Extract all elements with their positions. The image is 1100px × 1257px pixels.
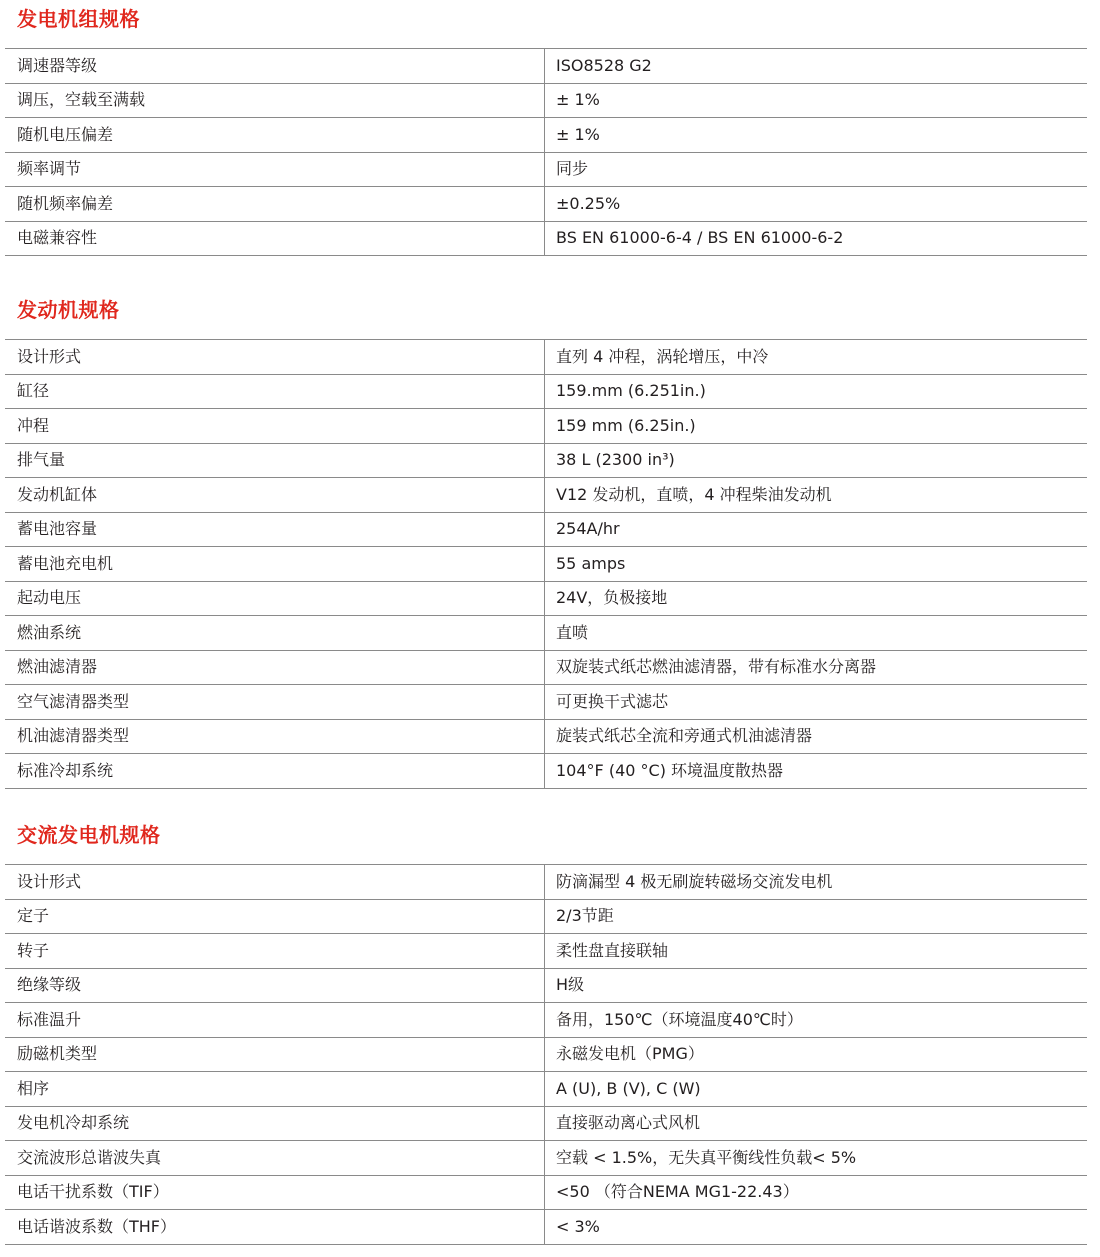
row-value: <50 （符合NEMA MG1-22.43）: [545, 1175, 1088, 1210]
spec-table-genset: [5, 48, 1087, 256]
table-row: [5, 968, 1087, 1003]
row-value: 备用，150℃（环境温度40℃时）: [545, 1003, 1088, 1038]
row-label: 蓄电池充电机: [5, 547, 545, 582]
row-label: 燃油系统: [5, 616, 545, 651]
row-value: 159.mm (6.251in.): [545, 374, 1088, 409]
spec-table-alternator: [5, 864, 1087, 1245]
table-row: [5, 1072, 1087, 1107]
table-row: [5, 685, 1087, 720]
row-value: 同步: [545, 152, 1088, 187]
row-value: 可更换干式滤芯: [545, 685, 1088, 720]
table-row: [5, 547, 1087, 582]
row-value: ±0.25%: [545, 187, 1088, 222]
row-label: 机油滤清器类型: [5, 719, 545, 754]
table-row: [5, 83, 1087, 118]
row-label: 标准冷却系统: [5, 754, 545, 789]
row-label: 发电机冷却系统: [5, 1106, 545, 1141]
row-label: 蓄电池容量: [5, 512, 545, 547]
row-label: 交流波形总谐波失真: [5, 1141, 545, 1176]
spec-table-engine: [5, 339, 1087, 789]
row-value: 254A/hr: [545, 512, 1088, 547]
section-title-genset: 发电机组规格: [17, 7, 140, 31]
row-value: 防滴漏型 4 极无刷旋转磁场交流发电机: [545, 865, 1088, 900]
row-value: ISO8528 G2: [545, 49, 1088, 84]
table-row: [5, 409, 1087, 444]
row-value: 柔性盘直接联轴: [545, 934, 1088, 969]
row-value: 38 L (2300 in³): [545, 443, 1088, 478]
row-value: 双旋装式纸芯燃油滤清器，带有标准水分离器: [545, 650, 1088, 685]
row-label: 调压，空载至满载: [5, 83, 545, 118]
table-row: [5, 512, 1087, 547]
row-value: H级: [545, 968, 1088, 1003]
table-row: [5, 1037, 1087, 1072]
table-row: [5, 1175, 1087, 1210]
table-row: [5, 118, 1087, 153]
row-label: 相序: [5, 1072, 545, 1107]
row-label: 标准温升: [5, 1003, 545, 1038]
row-label: 排气量: [5, 443, 545, 478]
table-row: [5, 1106, 1087, 1141]
table-row: [5, 934, 1087, 969]
table-row: [5, 340, 1087, 375]
row-label: 冲程: [5, 409, 545, 444]
section-title-engine: 发动机规格: [17, 298, 120, 322]
row-value: 永磁发电机（PMG）: [545, 1037, 1088, 1072]
row-label: 起动电压: [5, 581, 545, 616]
row-value: A (U), B (V), C (W): [545, 1072, 1088, 1107]
row-label: 绝缘等级: [5, 968, 545, 1003]
row-label: 燃油滤清器: [5, 650, 545, 685]
row-label: 转子: [5, 934, 545, 969]
table-row: [5, 49, 1087, 84]
row-value: ± 1%: [545, 83, 1088, 118]
table-row: [5, 650, 1087, 685]
row-label: 设计形式: [5, 340, 545, 375]
row-label: 励磁机类型: [5, 1037, 545, 1072]
row-value: 直列 4 冲程，涡轮增压，中冷: [545, 340, 1088, 375]
row-value: 直接驱动离心式风机: [545, 1106, 1088, 1141]
table-row: [5, 478, 1087, 513]
table-row: [5, 443, 1087, 478]
section-title-alternator: 交流发电机规格: [17, 823, 161, 847]
row-value: ± 1%: [545, 118, 1088, 153]
row-value: BS EN 61000-6-4 / BS EN 61000-6-2: [545, 221, 1088, 256]
row-value: < 3%: [545, 1210, 1088, 1245]
row-label: 定子: [5, 899, 545, 934]
table-row: [5, 152, 1087, 187]
table-row: [5, 187, 1087, 222]
row-value: 104°F (40 °C) 环境温度散热器: [545, 754, 1088, 789]
table-row: [5, 1141, 1087, 1176]
row-value: 159 mm (6.25in.): [545, 409, 1088, 444]
row-label: 缸径: [5, 374, 545, 409]
row-value: 直喷: [545, 616, 1088, 651]
row-value: 2/3节距: [545, 899, 1088, 934]
row-value: 24V，负极接地: [545, 581, 1088, 616]
row-label: 频率调节: [5, 152, 545, 187]
row-value: 空载 < 1.5%，无失真平衡线性负载< 5%: [545, 1141, 1088, 1176]
table-row: [5, 865, 1087, 900]
row-label: 设计形式: [5, 865, 545, 900]
row-label: 电磁兼容性: [5, 221, 545, 256]
row-label: 发动机缸体: [5, 478, 545, 513]
table-row: [5, 1003, 1087, 1038]
row-label: 空气滤清器类型: [5, 685, 545, 720]
table-row: [5, 616, 1087, 651]
table-row: [5, 1210, 1087, 1245]
table-row: [5, 221, 1087, 256]
table-row: [5, 719, 1087, 754]
row-label: 电话谐波系数（THF）: [5, 1210, 545, 1245]
row-label: 电话干扰系数（TIF）: [5, 1175, 545, 1210]
table-row: [5, 899, 1087, 934]
row-value: V12 发动机，直喷，4 冲程柴油发动机: [545, 478, 1088, 513]
row-label: 随机电压偏差: [5, 118, 545, 153]
row-label: 随机频率偏差: [5, 187, 545, 222]
table-row: [5, 374, 1087, 409]
row-label: 调速器等级: [5, 49, 545, 84]
table-row: [5, 581, 1087, 616]
table-row: [5, 754, 1087, 789]
row-value: 55 amps: [545, 547, 1088, 582]
row-value: 旋装式纸芯全流和旁通式机油滤清器: [545, 719, 1088, 754]
